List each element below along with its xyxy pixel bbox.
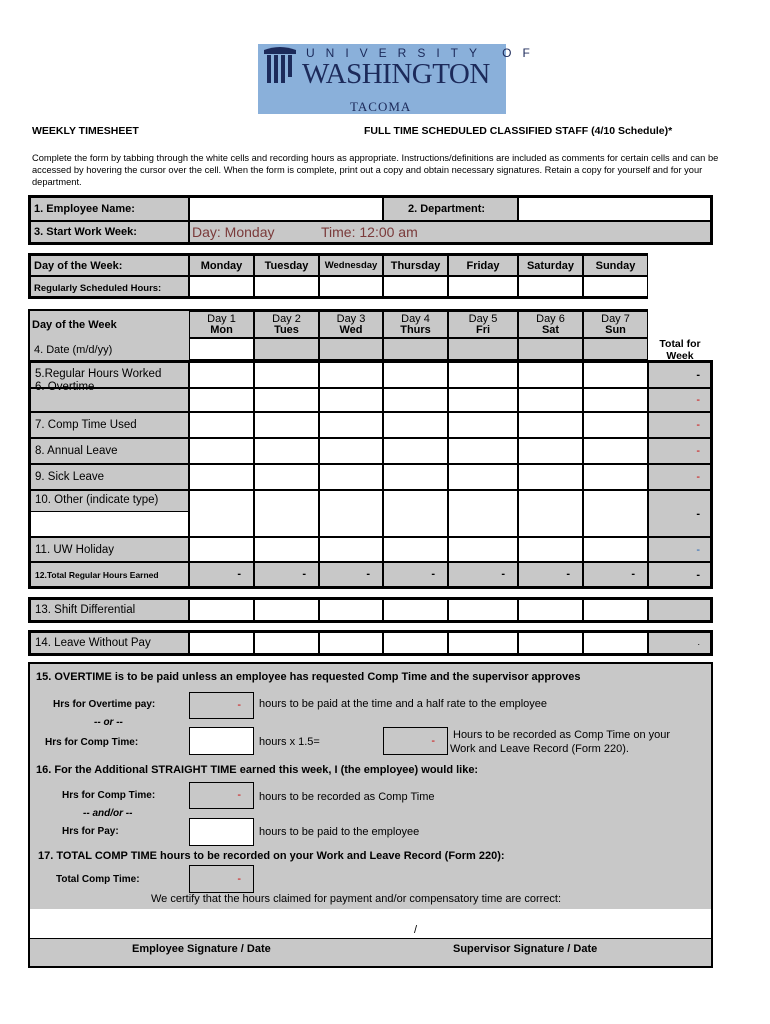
ot-pay-value: - (237, 699, 241, 711)
hours-input[interactable] (189, 412, 254, 438)
hours-input[interactable] (583, 537, 648, 562)
hours-input[interactable] (583, 490, 648, 537)
hours-input[interactable] (189, 632, 254, 654)
date-input (383, 338, 448, 360)
start-week-label-cell (30, 221, 189, 243)
ot-pay-label: Hrs for Overtime pay: (53, 699, 156, 710)
hours-input[interactable] (254, 412, 319, 438)
other-type-input[interactable] (30, 511, 189, 537)
hours-input[interactable] (254, 490, 319, 537)
hours-input[interactable] (319, 464, 383, 490)
week-total-comp_used (648, 412, 711, 438)
signature-area[interactable] (30, 909, 711, 938)
dow-label-cell (30, 255, 189, 276)
day-total (518, 562, 583, 587)
row-label-overtime (30, 381, 189, 412)
section-17-heading: 17. TOTAL COMP TIME hours to be recorded on your Work and Leave Record (Form 220): (38, 850, 505, 862)
hours-input[interactable] (319, 362, 383, 388)
hours-input[interactable] (254, 388, 319, 412)
date-input (518, 338, 583, 360)
schedule-day-header (448, 255, 518, 276)
hours-input[interactable] (189, 537, 254, 562)
day-total-value: - (501, 568, 505, 580)
comp-time-label: Hrs for Comp Time: (45, 737, 139, 748)
day-number: Day 4 (401, 313, 430, 325)
row-label-comp_used (30, 412, 189, 438)
start-week-value (189, 221, 711, 243)
reg-hours-input[interactable] (383, 276, 448, 297)
hours-input[interactable] (583, 438, 648, 464)
hours-input[interactable] (189, 388, 254, 412)
date-label: 4. Date (m/d/yy) (34, 344, 113, 356)
reg-hours-input[interactable] (319, 276, 383, 297)
reg-hours-input[interactable] (518, 276, 583, 297)
week-total-shift (648, 599, 711, 621)
hours-input[interactable] (254, 438, 319, 464)
hours-input[interactable] (189, 438, 254, 464)
columns-icon (262, 46, 298, 86)
row-label-text: 14. Leave Without Pay (35, 637, 151, 649)
hours-input[interactable] (583, 632, 648, 654)
reg-hours-input[interactable] (189, 276, 254, 297)
day-total (189, 562, 254, 587)
hours-input[interactable] (518, 490, 583, 537)
hours-input[interactable] (189, 362, 254, 388)
day-total (383, 562, 448, 587)
hours-input[interactable] (518, 388, 583, 412)
comp-record-text-2: Work and Leave Record (Form 220). (450, 743, 629, 755)
hours-input[interactable] (518, 632, 583, 654)
start-day: Day: Monday (192, 224, 275, 240)
total-comp-label: Total Comp Time: (56, 874, 140, 885)
row-label-holiday (30, 537, 189, 562)
row-label-text: 12.Total Regular Hours Earned (35, 570, 159, 580)
schedule-day-name: Sunday (595, 260, 636, 272)
hours-input[interactable] (319, 388, 383, 412)
st-comp-field[interactable] (189, 782, 254, 809)
day-header (254, 311, 319, 338)
hours-input[interactable] (448, 490, 518, 537)
schedule-day-name: Wednesday (324, 260, 378, 271)
hours-input[interactable] (448, 537, 518, 562)
day-abbr: Mon (210, 324, 233, 336)
row-label-lwop (30, 632, 189, 654)
day-total-value: - (431, 568, 435, 580)
hours-input[interactable] (189, 599, 254, 621)
week-total-total_earned (648, 562, 711, 587)
day-number: Day 6 (536, 313, 565, 325)
week-total-value: . (697, 637, 700, 647)
department-label: 2. Department: (408, 203, 486, 215)
hours-input[interactable] (518, 412, 583, 438)
hours-input[interactable] (448, 412, 518, 438)
schedule-day-header (319, 255, 383, 276)
week-total-lwop (648, 632, 711, 654)
st-pay-input[interactable] (189, 818, 254, 846)
day-total-value: - (366, 568, 370, 580)
hours-input[interactable] (319, 490, 383, 537)
schedule-day-name: Saturday (526, 260, 575, 272)
hours-input[interactable] (448, 464, 518, 490)
row-label-annual (30, 438, 189, 464)
comp-mult-value: - (431, 735, 435, 747)
day-number: Day 3 (336, 313, 366, 325)
schedule-day-header (518, 255, 583, 276)
hours-input[interactable] (518, 362, 583, 388)
day-total (448, 562, 518, 587)
hours-input[interactable] (583, 599, 648, 621)
hours-input[interactable] (383, 537, 448, 562)
signature-line (30, 938, 711, 939)
row-label-text: 11. UW Holiday (35, 544, 115, 556)
hours-input[interactable] (319, 438, 383, 464)
hours-input[interactable] (383, 599, 448, 621)
hours-input[interactable] (518, 599, 583, 621)
day-total-value: - (237, 568, 241, 580)
supervisor-signature-label: Supervisor Signature / Date (453, 943, 598, 955)
hours-input[interactable] (383, 388, 448, 412)
week-total-value: - (696, 544, 700, 556)
reg-hours-input[interactable] (583, 276, 648, 297)
row-label-text: 6. Overtime (35, 381, 95, 393)
hours-input[interactable] (448, 362, 518, 388)
section-15-heading: 15. OVERTIME is to be paid unless an employee has requested Comp Time and the supervisor approves (36, 671, 581, 683)
start-time: Time: 12:00 am (321, 224, 418, 240)
reg-hours-label-cell (30, 276, 189, 297)
week-total-value: - (696, 419, 700, 431)
reg-hours-input[interactable] (448, 276, 518, 297)
day-abbr: Wed (339, 324, 363, 336)
hours-input[interactable] (518, 537, 583, 562)
or-label: -- or -- (94, 717, 123, 728)
reg-hours-input[interactable] (254, 276, 319, 297)
row-label-sick (30, 464, 189, 490)
week-total-value: - (696, 569, 700, 581)
st-comp-label: Hrs for Comp Time: (62, 790, 156, 801)
start-week-label: 3. Start Work Week: (34, 226, 137, 238)
ot-pay-field[interactable] (189, 692, 254, 719)
row-label-text: 10. Other (indicate type) (35, 494, 159, 506)
hours-input[interactable] (319, 537, 383, 562)
hours-input[interactable] (583, 412, 648, 438)
hours-input[interactable] (448, 438, 518, 464)
day-header (583, 311, 648, 338)
week-total-value: - (696, 471, 700, 483)
total-for-week-label: Total for Week (659, 338, 701, 362)
week-total-regular (648, 362, 711, 388)
comp-time-input[interactable] (189, 727, 254, 755)
row-label-text: 8. Annual Leave (35, 445, 118, 457)
day-header (383, 311, 448, 338)
week-total-annual (648, 438, 711, 464)
logo-line1: UNIVERSITY OF (306, 46, 541, 60)
day-total (254, 562, 319, 587)
date-input (583, 338, 648, 360)
reg-hours-label: Regularly Scheduled Hours: (34, 283, 162, 294)
row-label-text: 13. Shift Differential (35, 604, 136, 616)
day-number: Day 7 (601, 313, 630, 325)
schedule-day-name: Tuesday (264, 260, 309, 272)
schedule-day-name: Friday (466, 260, 500, 272)
hours-input[interactable] (583, 464, 648, 490)
form-type: FULL TIME SCHEDULED CLASSIFIED STAFF (4/10 Schedule)* (364, 125, 673, 137)
grid-header-label-cell (30, 311, 189, 360)
signature-slash: / (414, 924, 418, 936)
hours-input[interactable] (254, 599, 319, 621)
day-header (448, 311, 518, 338)
row-label-text: 5.Regular Hours Worked (35, 368, 162, 380)
dow-label: Day of the Week: (34, 260, 123, 272)
hours-input[interactable] (448, 632, 518, 654)
st-pay-text: hours to be paid to the employee (259, 826, 420, 838)
day-header (189, 311, 254, 338)
hours-input[interactable] (383, 438, 448, 464)
grid-dow-label: Day of the Week (32, 319, 117, 331)
week-total-value: - (696, 445, 700, 457)
date-input (448, 338, 518, 360)
day-number: Day 2 (272, 313, 301, 325)
row-label-total_earned (30, 562, 189, 587)
row-label-text: 7. Comp Time Used (35, 419, 137, 431)
ot-pay-text: hours to be paid at the time and a half rate to the employee (259, 698, 548, 710)
total-comp-value: - (237, 873, 241, 885)
day-total (583, 562, 648, 587)
hours-input[interactable] (383, 464, 448, 490)
st-pay-label: Hrs for Pay: (62, 826, 119, 837)
hours-input[interactable] (254, 632, 319, 654)
week-total-value: - (696, 394, 700, 406)
hours-input[interactable] (518, 438, 583, 464)
date-input[interactable] (189, 338, 254, 360)
date-input (319, 338, 383, 360)
schedule-day-header (583, 255, 648, 276)
row-label-text: 9. Sick Leave (35, 471, 105, 483)
hours-input[interactable] (583, 388, 648, 412)
week-total-value: - (696, 369, 700, 381)
employee-signature-label: Employee Signature / Date (132, 943, 271, 955)
hours-input[interactable] (189, 464, 254, 490)
day-abbr: Thurs (400, 324, 431, 336)
week-total-other (648, 490, 711, 537)
day-total-value: - (566, 568, 570, 580)
hours-input[interactable] (383, 412, 448, 438)
week-total-value: - (696, 508, 700, 520)
day-number: Day 1 (207, 313, 236, 325)
logo-line2: WASHINGTON (302, 58, 490, 90)
day-header (518, 311, 583, 338)
comp-mult-result (383, 727, 448, 755)
hours-input[interactable] (448, 388, 518, 412)
section-16-heading: 16. For the Additional STRAIGHT TIME earned this week, I (the employee) would like: (36, 764, 479, 776)
page-title: WEEKLY TIMESHEET (32, 125, 139, 137)
schedule-day-header (254, 255, 319, 276)
day-abbr: Tues (274, 324, 299, 336)
hours-input[interactable] (319, 632, 383, 654)
day-total-value: - (631, 568, 635, 580)
row-label-shift (30, 599, 189, 621)
schedule-day-name: Monday (200, 260, 243, 272)
day-total-value: - (302, 568, 306, 580)
employee-name-label-cell (30, 197, 189, 221)
hours-input[interactable] (319, 412, 383, 438)
total-comp-field (189, 865, 254, 893)
hours-input[interactable] (254, 362, 319, 388)
department-input[interactable] (518, 197, 711, 221)
date-input (254, 338, 319, 360)
hours-input[interactable] (448, 599, 518, 621)
schedule-day-header (383, 255, 448, 276)
schedule-day-header (189, 255, 254, 276)
week-total-sick (648, 464, 711, 490)
day-abbr: Fri (475, 324, 491, 336)
andor-label: -- and/or -- (83, 808, 133, 819)
hours-input[interactable] (189, 490, 254, 537)
certify-text: We certify that the hours claimed for payment and/or compensatory time are correct: (151, 893, 562, 905)
hours-input[interactable] (583, 362, 648, 388)
day-header (319, 311, 383, 338)
hours-input[interactable] (518, 464, 583, 490)
day-abbr: Sun (605, 324, 626, 336)
day-total (319, 562, 383, 587)
week-total-overtime (648, 388, 711, 412)
comp-record-text-1: Hours to be recorded as Comp Time on your (453, 729, 671, 741)
hours-input[interactable] (254, 464, 319, 490)
department-label-cell (383, 197, 518, 221)
hours-input[interactable] (383, 490, 448, 537)
schedule-day-name: Thursday (390, 260, 441, 272)
hours-input[interactable] (319, 599, 383, 621)
instructions: Complete the form by tabbing through the white cells and recording hours as appropriate. Instructions/definitions are included as comments for certain cells and can be accessed by hovering the cursor over the cell. When the form is complete, print out a copy and obtain necessary signatures. Retain a copy for yourself and for your department. (32, 153, 719, 188)
logo-line3: TACOMA (350, 99, 412, 114)
week-total-holiday (648, 537, 711, 562)
employee-name-input[interactable] (189, 197, 383, 221)
comp-mult-text: hours x 1.5= (259, 736, 320, 748)
university-logo (258, 44, 541, 114)
hours-input[interactable] (383, 362, 448, 388)
day-abbr: Sat (541, 324, 560, 336)
hours-input[interactable] (254, 537, 319, 562)
st-comp-text: hours to be recorded as Comp Time (259, 791, 435, 803)
day-number: Day 5 (468, 313, 498, 325)
hours-input[interactable] (383, 632, 448, 654)
employee-name-label: 1. Employee Name: (34, 203, 135, 215)
st-comp-value: - (237, 789, 241, 801)
